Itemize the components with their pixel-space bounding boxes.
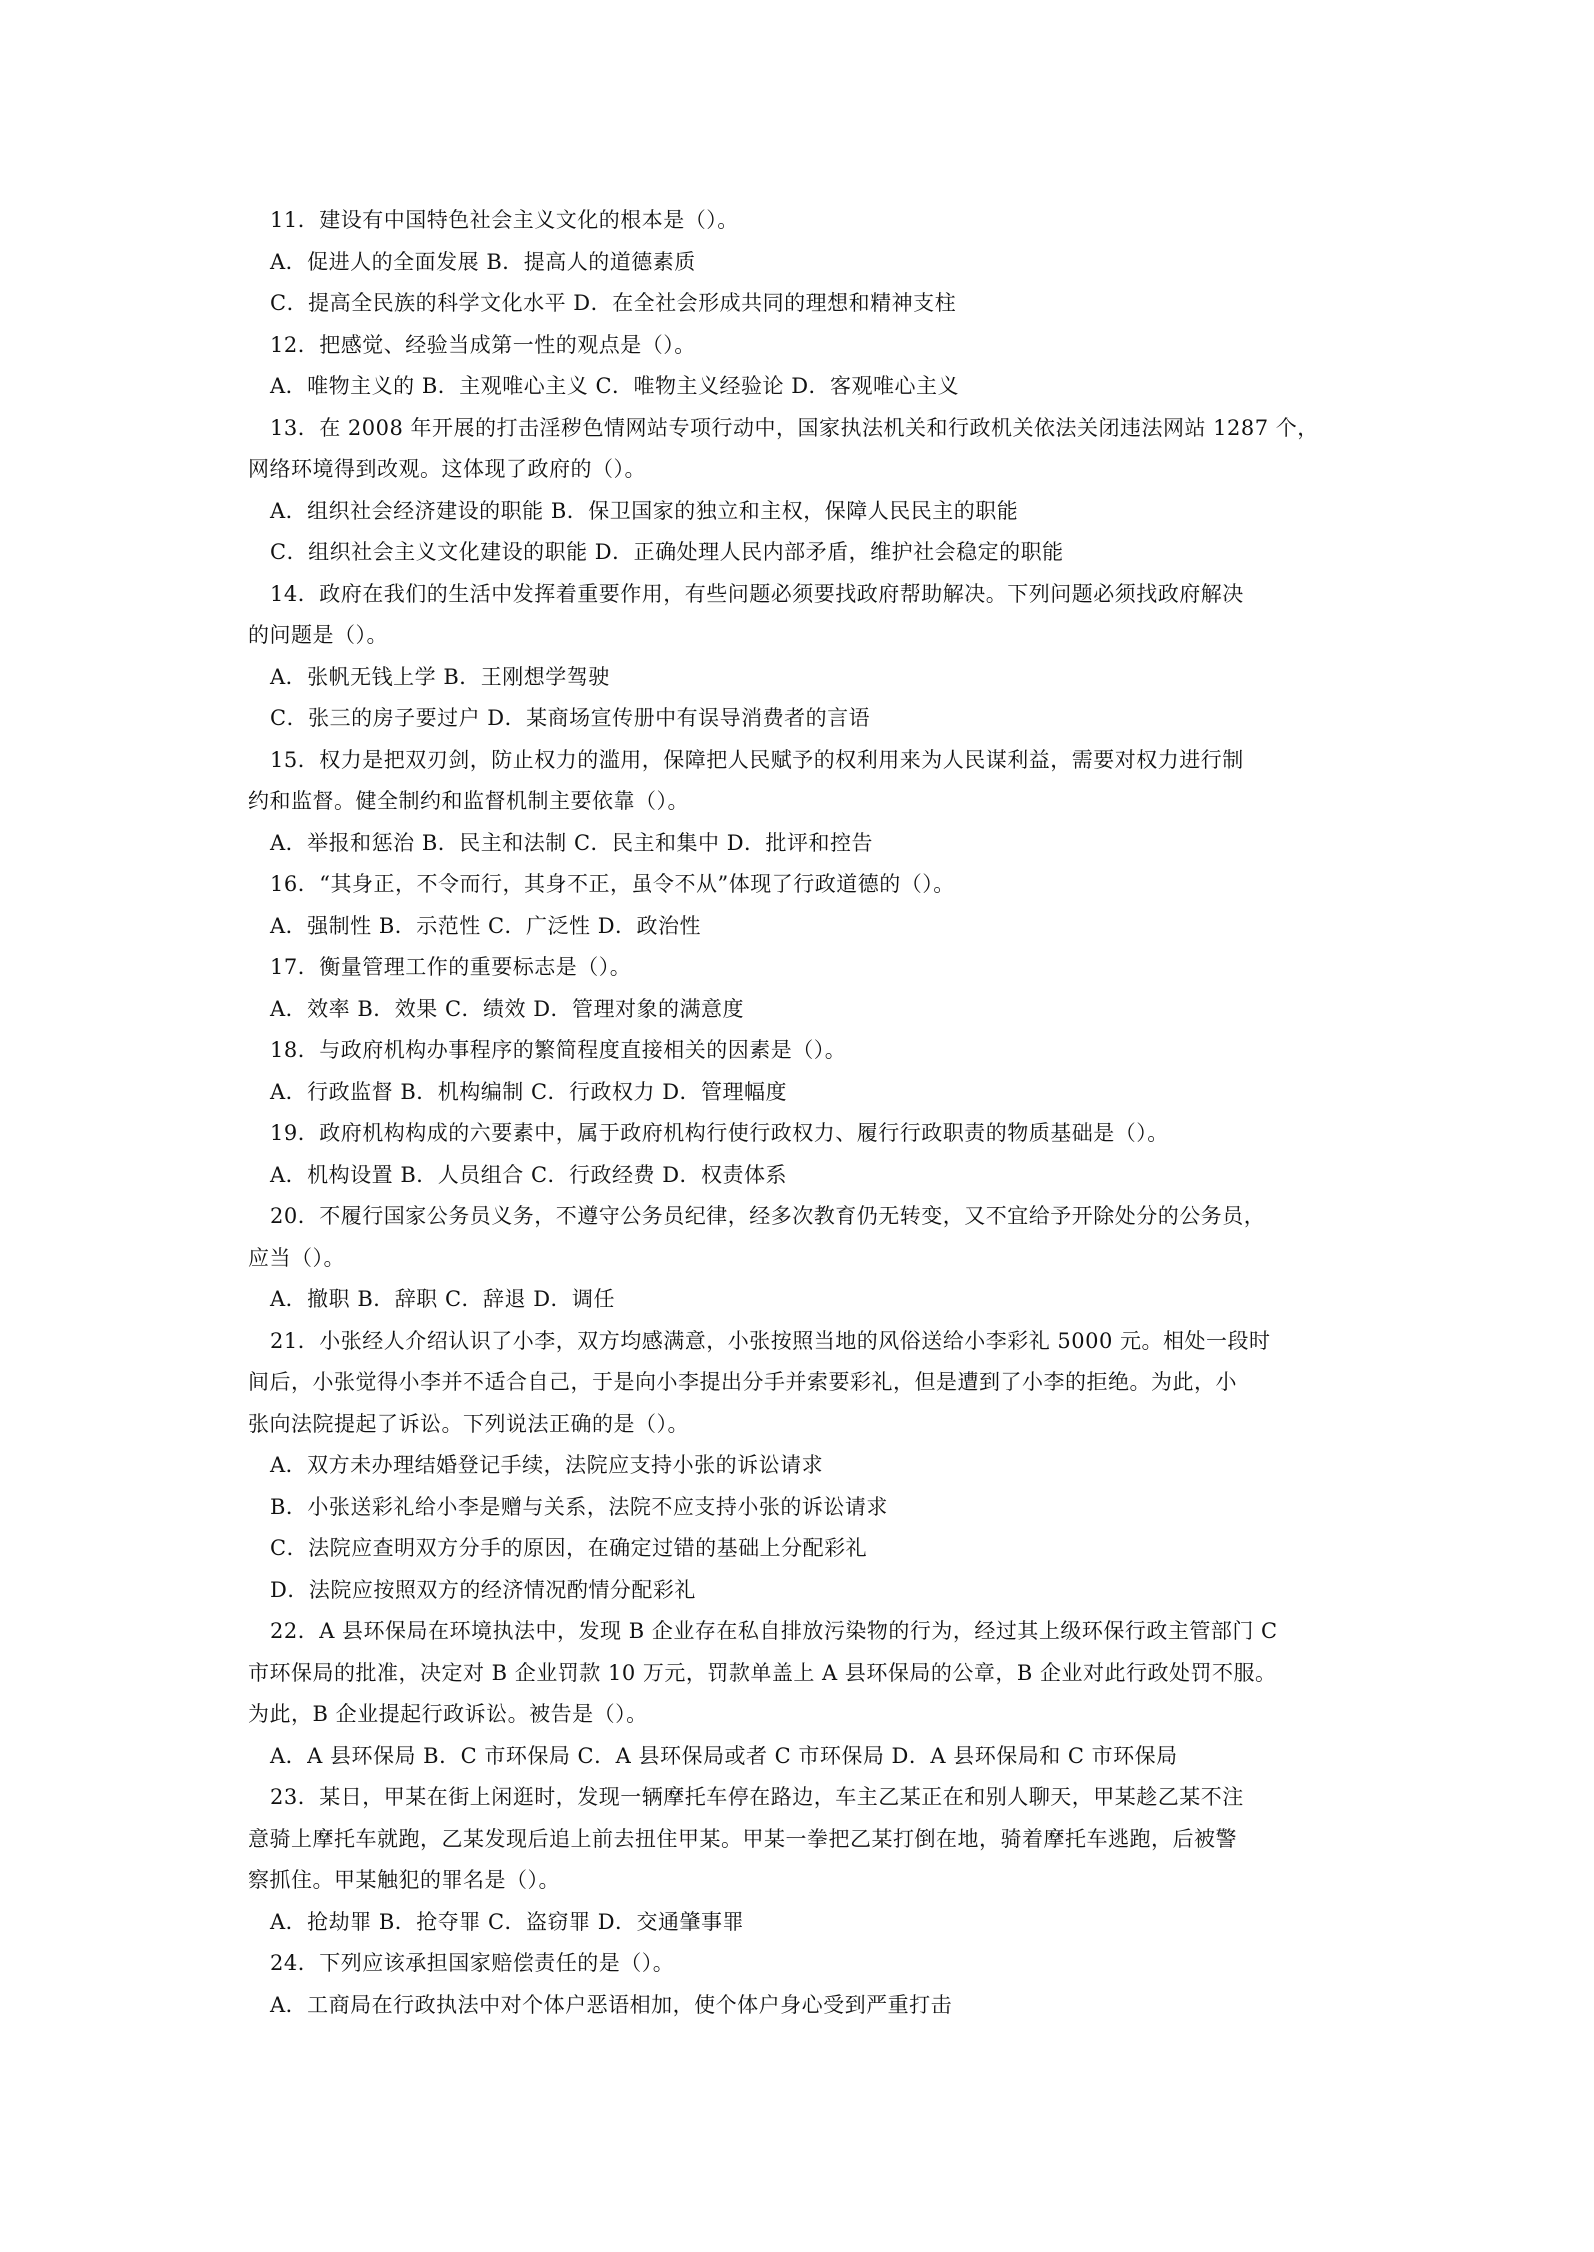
- question-text: 14．政府在我们的生活中发挥着重要作用，有些问题必须要找政府帮助解决。下列问题必须找政府解决: [270, 581, 1244, 606]
- answer-options: B．小张送彩礼给小李是赠与关系，法院不应支持小张的诉讼请求: [270, 1494, 888, 1519]
- question-text-continued: 意骑上摩托车就跑，乙某发现后追上前去扭住甲某。甲某一拳把乙某打倒在地，骑着摩托车逃跑，后被警: [248, 1826, 1237, 1851]
- question-text-continued: 应当（）。: [248, 1245, 345, 1270]
- question-text: 20．不履行国家公务员义务，不遵守公务员纪律，经多次教育仍无转变，又不宜给予开除处分的公务员，: [270, 1204, 1266, 1228]
- question-text: 21．小张经人介绍认识了小李，双方均感满意，小张按照当地的风俗送给小李彩礼 5000 元。相处一段时: [270, 1328, 1271, 1353]
- answer-options: A．效率 B．效果 C．绩效 D．管理对象的满意度: [270, 996, 745, 1021]
- question-text: 19．政府机构构成的六要素中，属于政府机构行使行政权力、履行行政职责的物质基础是（）。: [270, 1121, 1169, 1145]
- question-list: [248, 200, 1358, 2026]
- answer-options: A．机构设置 B．人员组合 C．行政经费 D．权责体系: [270, 1162, 788, 1187]
- answer-options: A．工商局在行政执法中对个体户恶语相加，使个体户身心受到严重打击: [270, 1992, 953, 2017]
- answer-options: A．抢劫罪 B．抢夺罪 C．盗窃罪 D．交通肇事罪: [270, 1909, 745, 1934]
- answer-options: C．法院应查明双方分手的原因，在确定过错的基础上分配彩礼: [270, 1536, 868, 1560]
- question-text: 11．建设有中国特色社会主义文化的根本是（）。: [270, 208, 739, 232]
- question-text: 22．A 县环保局在环境执法中，发现 B 企业存在私自排放污染物的行为，经过其上级环保行政主管部门 C: [270, 1619, 1278, 1643]
- answer-options: A．张帆无钱上学 B．王刚想学驾驶: [270, 664, 610, 689]
- answer-options: A．促进人的全面发展 B．提高人的道德素质: [270, 249, 696, 274]
- question-text: 17．衡量管理工作的重要标志是（）。: [270, 955, 632, 979]
- answer-options: D．法院应按照双方的经济情况酌情分配彩礼: [270, 1577, 696, 1602]
- question-text: 12．把感觉、经验当成第一性的观点是（）。: [270, 332, 696, 357]
- question-text-continued: 为此，B 企业提起行政诉讼。被告是（）。: [248, 1702, 648, 1726]
- question-text-continued: 张向法院提起了诉讼。下列说法正确的是（）。: [248, 1411, 689, 1436]
- question-text-continued: 间后，小张觉得小李并不适合自己，于是向小李提出分手并索要彩礼，但是遭到了小李的拒绝。为此，小: [248, 1370, 1237, 1394]
- question-text: 15．权力是把双刃剑，防止权力的滥用，保障把人民赋予的权利用来为人民谋利益，需要对权力进行制: [270, 747, 1244, 772]
- question-text: 24．下列应该承担国家赔偿责任的是（）。: [270, 1951, 675, 1975]
- question-text-continued: 市环保局的批准，决定对 B 企业罚款 10 万元，罚款单盖上 A 县环保局的公章，B 企业对此行政处罚不服。: [248, 1660, 1277, 1685]
- question-text: 23．某日，甲某在街上闲逛时，发现一辆摩托车停在路边，车主乙某正在和别人聊天，甲某趁乙某不注: [270, 1785, 1244, 1809]
- answer-options: A．举报和惩治 B．民主和法制 C．民主和集中 D．批评和控告: [270, 830, 874, 855]
- question-text-continued: 察抓住。甲某触犯的罪名是（）。: [248, 1868, 560, 1892]
- question-text: 18．与政府机构办事程序的繁简程度直接相关的因素是（）。: [270, 1038, 847, 1062]
- answer-options: A．撤职 B．辞职 C．辞退 D．调任: [270, 1287, 616, 1311]
- answer-options: C．提高全民族的科学文化水平 D．在全社会形成共同的理想和精神支柱: [270, 291, 957, 315]
- question-text-continued: 网络环境得到改观。这体现了政府的（）。: [248, 457, 646, 481]
- answer-options: A．唯物主义的 B．主观唯心主义 C．唯物主义经验论 D．客观唯心主义: [270, 374, 960, 398]
- answer-options: C．组织社会主义文化建设的职能 D．正确处理人民内部矛盾，维护社会稳定的职能: [270, 540, 1064, 564]
- answer-options: C．张三的房子要过户 D．某商场宣传册中有误导消费者的言语: [270, 706, 871, 730]
- question-text: 13．在 2008 年开展的打击淫秽色情网站专项行动中，国家执法机关和行政机关依法关闭违法网站 1287 个，: [270, 415, 1319, 440]
- question-text-continued: 的问题是（）。: [248, 623, 388, 647]
- answer-options: A．行政监督 B．机构编制 C．行政权力 D．管理幅度: [270, 1079, 788, 1104]
- answer-options: A．双方未办理结婚登记手续，法院应支持小张的诉讼请求: [270, 1453, 824, 1477]
- answer-options: A．A 县环保局 B．C 市环保局 C．A 县环保局或者 C 市环保局 D．A 县环保局和 C 市环保局: [270, 1743, 1178, 1768]
- answer-options: A．组织社会经济建设的职能 B．保卫国家的独立和主权，保障人民民主的职能: [270, 498, 1019, 523]
- answer-options: A．强制性 B．示范性 C．广泛性 D．政治性: [270, 913, 702, 938]
- question-text: 16．“其身正，不令而行，其身不正，虽令不从”体现了行政道德的（）。: [270, 872, 955, 896]
- question-text-continued: 约和监督。健全制约和监督机制主要依靠（）。: [248, 789, 689, 813]
